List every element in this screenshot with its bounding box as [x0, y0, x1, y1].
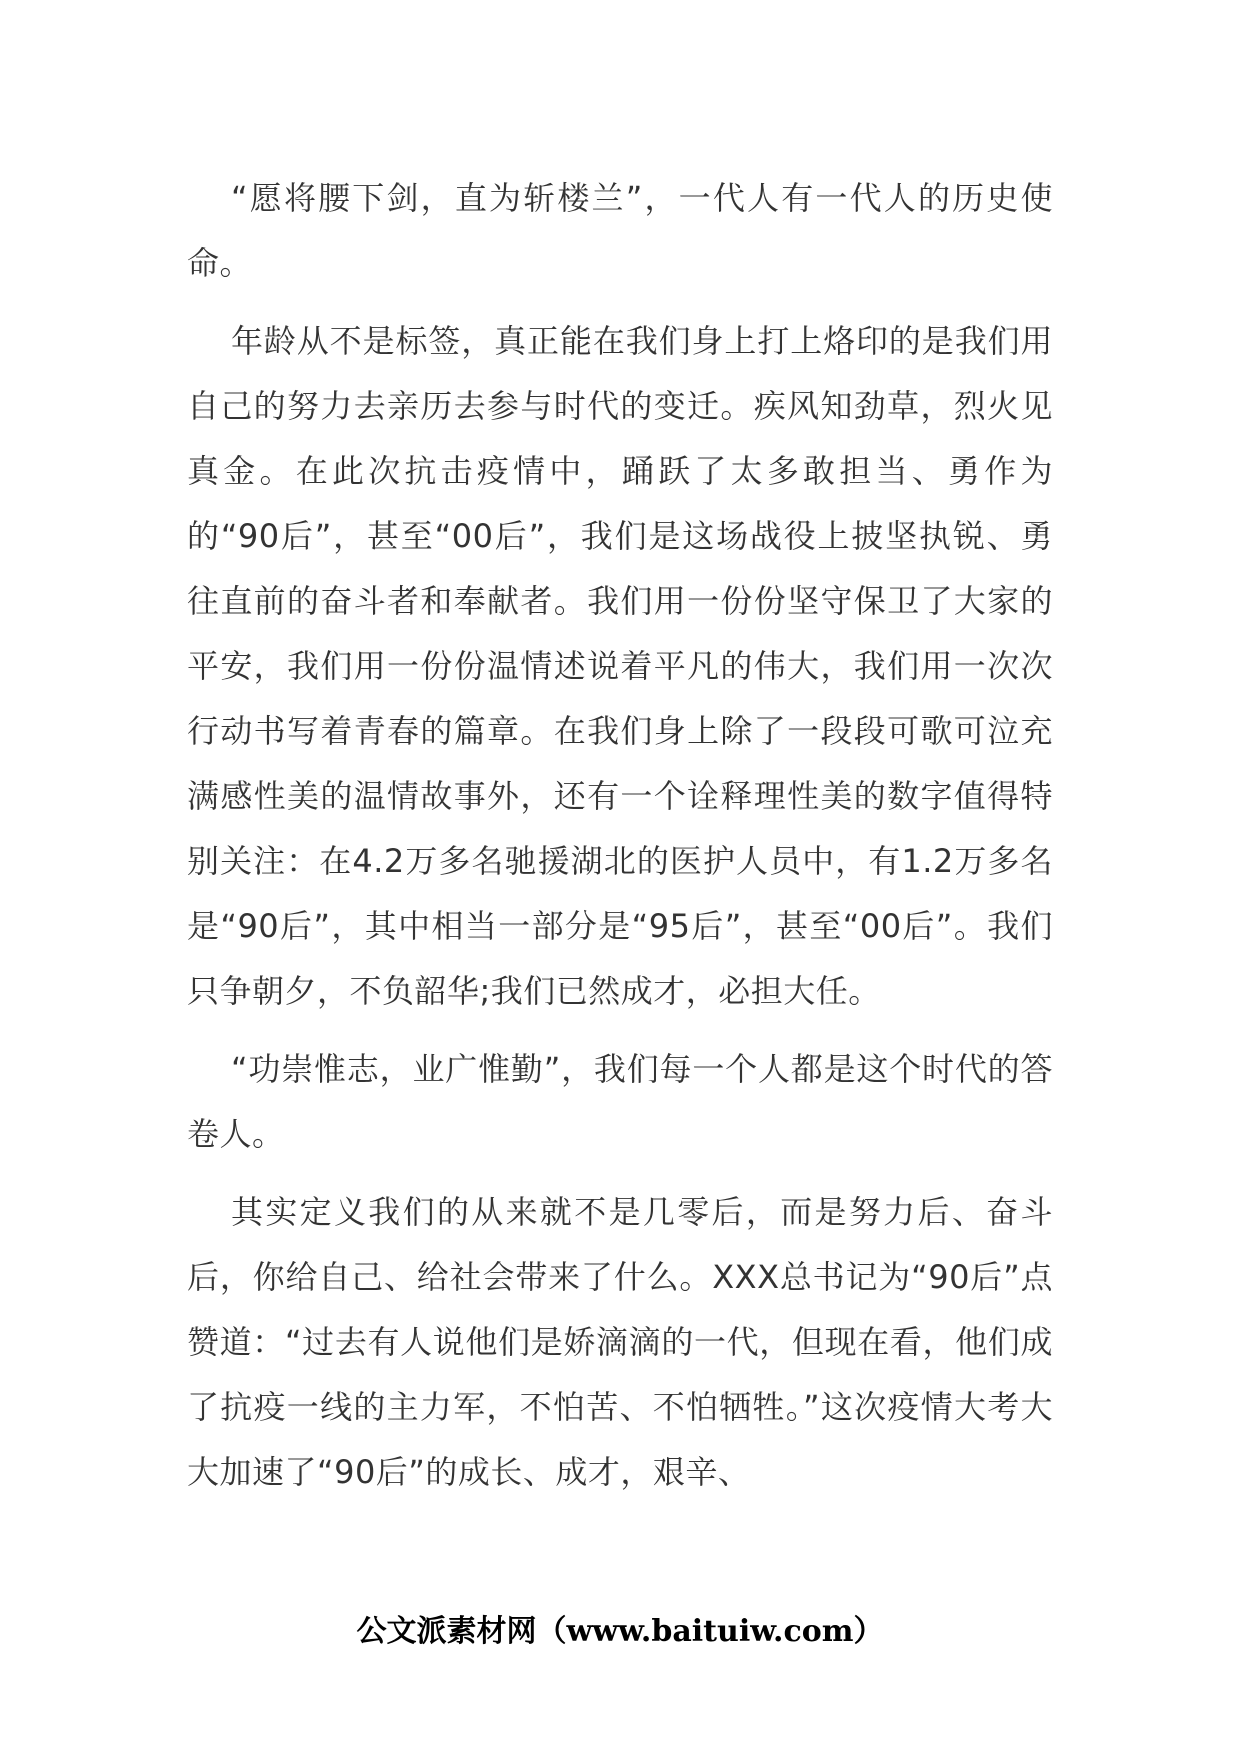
paragraph-2: 年龄从不是标签，真正能在我们身上打上烙印的是我们用自己的努力去亲历去参与时代的变迁。疾风知劲草，烈火见真金。在此次抗击疫情中，踊跃了太多敢担当、勇作为的“90后”，甚至“00后”，我们是这场战役上披坚执锐、勇往直前的奋斗者和奉献者。我们用一份份坚守保卫了大家的平安，我们用一份份温情述说着平凡的伟大，我们用一次次行动书写着青春的篇章。在我们身上除了一段段可歌可泣充满感性美的温情故事外，还有一个诠释理性美的数字值得特别关注：在4.2万多名驰援湖北的医护人员中，有1.2万多名是“90后”，其中相当一部分是“95后”，甚至“00后”。我们只争朝夕，不负韶华;我们已然成才，必担大任。 — [187, 322, 1053, 1010]
document-body — [187, 166, 1053, 1518]
paragraph-1: “愿将腰下剑，直为斩楼兰”，一代人有一代人的历史使命。 — [187, 179, 1053, 282]
paragraph-3: “功崇惟志，业广惟勤”，我们每一个人都是这个时代的答卷人。 — [187, 1050, 1053, 1153]
footer-watermark: 公文派素材网（www.baituiw.com） — [356, 1614, 884, 1649]
paragraph-4: 其实定义我们的从来就不是几零后，而是努力后、奋斗后，你给自己、给社会带来了什么。XXX总书记为“90后”点赞道：“过去有人说他们是娇滴滴的一代，但现在看，他们成了抗疫一线的主力军，不怕苦、不怕牺牲。”这次疫情大考大大加速了“90后”的成长、成才，艰辛、 — [187, 1193, 1053, 1491]
